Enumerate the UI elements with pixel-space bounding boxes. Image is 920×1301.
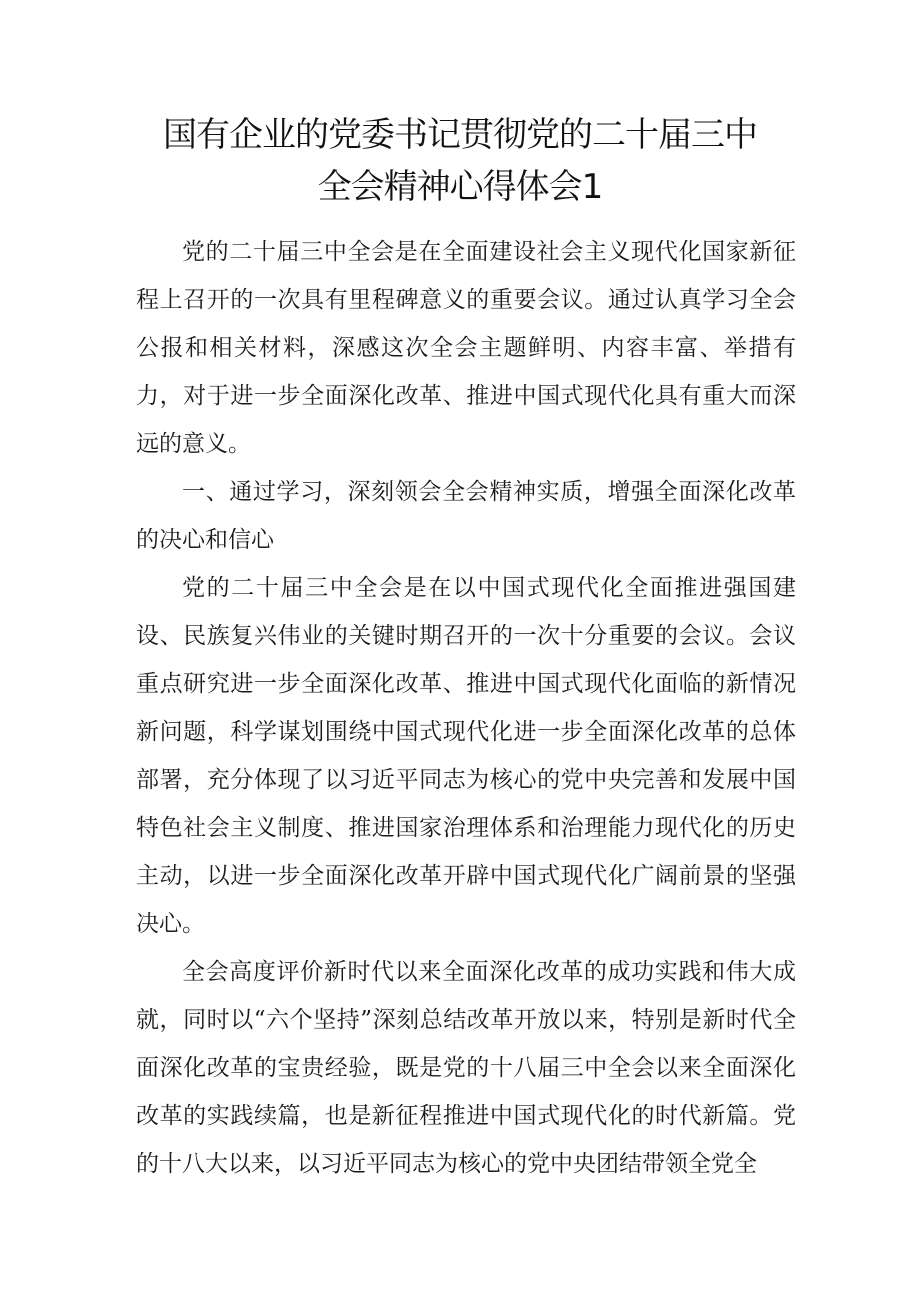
section-heading-1: 一、通过学习，深刻领会全会精神实质，增强全面深化改革的决心和信心 [136, 479, 796, 553]
paragraph-achievements: 全会高度评价新时代以来全面深化改革的成功实践和伟大成就，同时以“六个坚持”深刻总结改革开放以来，特别是新时代全面深化改革的宝贵经验，既是党的十八届三中全会以来全面深化改革的实践续篇，也是新征程推进中国式现代化的时代新篇。党的十八大以来，以习近平同志为核心的党中央团结带领全党全 [136, 959, 796, 1177]
document-title-line-1: 国有企业的党委书记贯彻党的二十届三中 [163, 115, 757, 155]
document-title-line-2: 全会精神心得体会1 [317, 167, 603, 207]
paragraph-intro: 党的二十届三中全会是在全面建设社会主义现代化国家新征程上召开的一次具有里程碑意义的重要会议。通过认真学习全会公报和相关材料，深感这次全会主题鲜明、内容丰富、举措有力，对于进一步全面深化改革、推进中国式现代化具有重大而深远的意义。 [136, 239, 796, 457]
paragraph-meeting-significance: 党的二十届三中全会是在以中国式现代化全面推进强国建设、民族复兴伟业的关键时期召开的一次十分重要的会议。会议重点研究进一步全面深化改革、推进中国式现代化面临的新情况新问题，科学谋划围绕中国式现代化进一步全面深化改革的总体部署，充分体现了以习近平同志为核心的党中央完善和发展中国特色社会主义制度、推进国家治理体系和治理能力现代化的历史主动，以进一步全面深化改革开辟中国式现代化广阔前景的坚强决心。 [136, 575, 796, 937]
document-body [136, 228, 796, 1188]
